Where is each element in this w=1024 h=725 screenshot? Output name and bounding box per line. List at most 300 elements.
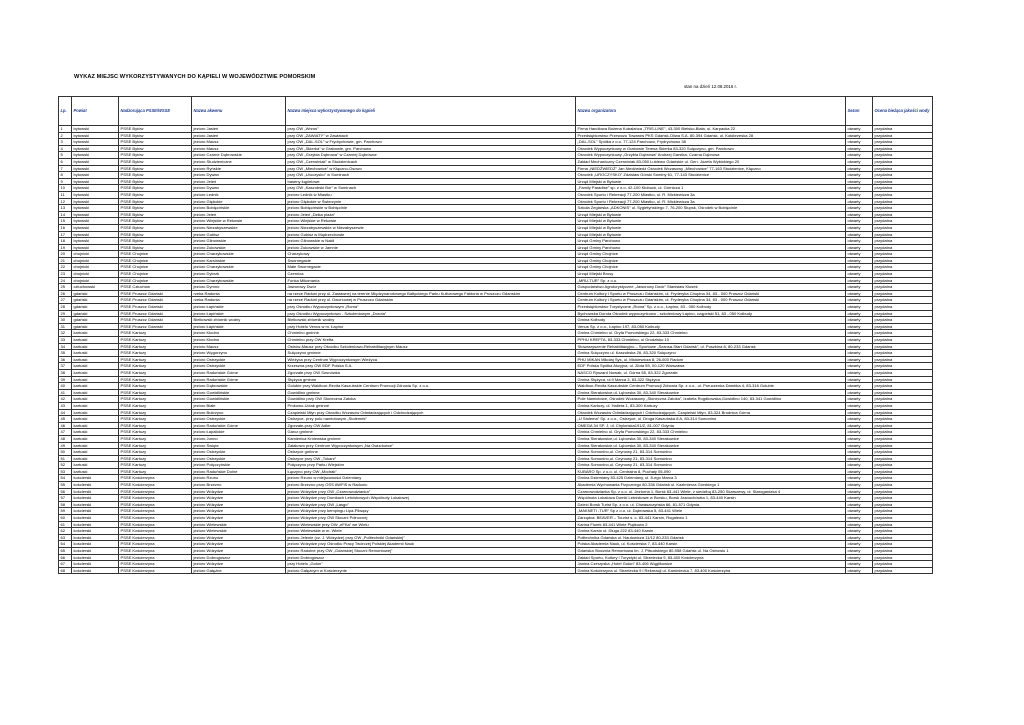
cell-ocena: przydatna xyxy=(873,363,933,370)
cell-psse: PSSE Kościerzyna xyxy=(119,528,192,535)
cell-sezon: otwarty xyxy=(846,350,873,357)
cell-powiat: bytowski xyxy=(72,126,119,133)
cell-lp: 57 xyxy=(59,495,72,502)
cell-lp: 54 xyxy=(59,475,72,482)
cell-miejsce: jezioro Wdzydze przy kempingu Lipa-Pilwąsy xyxy=(286,508,576,515)
cell-ocena: przydatna xyxy=(873,191,933,198)
cell-lp: 48 xyxy=(59,435,72,442)
cell-sezon: otwarty xyxy=(846,396,873,403)
cell-powiat: gdański xyxy=(72,310,119,317)
cell-sezon: otwarty xyxy=(846,534,873,541)
cell-ocena: przydatna xyxy=(873,567,933,574)
table-row xyxy=(59,224,933,231)
cell-lp: 24 xyxy=(59,277,72,284)
cell-akwen: jezioro Mausz xyxy=(192,145,286,152)
column-header-miejsce: Nazwa miejsca wykorzystywanego do kąpieli xyxy=(286,97,576,126)
cell-psse: PSSE Kartuzy xyxy=(119,350,192,357)
cell-psse: PSSE Pruszcz Gdański xyxy=(119,323,192,330)
cell-ocena: przydatna xyxy=(873,330,933,337)
cell-organizator: Gmina Somonino,ul. Ceynowy 21, 83-314 Somonino xyxy=(576,449,846,456)
cell-organizator: Pole Namiotowe, Ośrodek Wczasowy „Słoneczna Zatoka”, Izabela Rogdkowska,Gowidlino 140, 83-341 Gowidlino xyxy=(576,396,846,403)
table-row xyxy=(59,475,933,482)
cell-miejsce: Ostrów-Mausz przy Ośrodku Szkoleniowo-Rehabilitacyjnym Mausz xyxy=(286,343,576,350)
cell-miejsce: Łączyno przy OW „Modrak” xyxy=(286,468,576,475)
cell-lp: 5 xyxy=(59,152,72,159)
cell-powiat: kościerski xyxy=(72,521,119,528)
cell-sezon: otwarty xyxy=(846,567,873,574)
cell-lp: 51 xyxy=(59,455,72,462)
cell-psse: PSSE Bytów xyxy=(119,178,192,185)
cell-powiat: kartuski xyxy=(72,389,119,396)
table-row xyxy=(59,548,933,555)
cell-ocena: przydatna xyxy=(873,402,933,409)
cell-lp: 8 xyxy=(59,172,72,179)
cell-sezon: otwarty xyxy=(846,198,873,205)
cell-psse: PSSE Kartuzy xyxy=(119,330,192,337)
cell-organizator: Politechnika Gdańska ul. Nautowicza 11/12 80-233 Gdańsk xyxy=(576,534,846,541)
cell-powiat: kościerski xyxy=(72,495,119,502)
cell-ocena: przydatna xyxy=(873,416,933,423)
cell-lp: 32 xyxy=(59,330,72,337)
cell-organizator: Dzieci Borsk Turist Sp. z o.o. ul. Chwaszczyńska 66, 81-571 Gdynia xyxy=(576,501,846,508)
cell-akwen: jezioro Łapalickie xyxy=(192,429,286,436)
table-row xyxy=(59,172,933,179)
cell-miejsce: jezioro Wdzydze przy Domkach Letniskowych Wspólnoty Lokalowej xyxy=(286,495,576,502)
cell-miejsce: Ostrzyce przy OW „Tokarz” xyxy=(286,455,576,462)
cell-sezon: otwarty xyxy=(846,205,873,212)
cell-akwen: jezioro Łapińskie xyxy=(192,310,286,317)
cell-akwen: jezioro Jasień xyxy=(192,132,286,139)
cell-sezon: otwarty xyxy=(846,224,873,231)
cell-psse: PSSE Chojnice xyxy=(119,264,192,271)
cell-lp: 59 xyxy=(59,508,72,515)
cell-miejsce: Ostrzyce- przy polu namiotowym „Stolemek” xyxy=(286,416,576,423)
cell-powiat: gdański xyxy=(72,304,119,311)
cell-powiat: bytowski xyxy=(72,238,119,245)
cell-ocena: przydatna xyxy=(873,172,933,179)
cell-organizator: Stowarzyszenie Rehabilitacyjno – Sportowe „Szansa-Start Gdańsk”, ul. Puszkina 8, 80-233 Gdańsk xyxy=(576,343,846,350)
cell-akwen: jezioro Dybrzk xyxy=(192,271,286,278)
cell-powiat: bytowski xyxy=(72,244,119,251)
cell-ocena: przydatna xyxy=(873,304,933,311)
cell-miejsce: jezioro Gałężnym w Kościerzynie xyxy=(286,567,576,574)
cell-powiat: bytowski xyxy=(72,198,119,205)
cell-ocena: przydatna xyxy=(873,271,933,278)
column-header-lp: Lp. xyxy=(59,97,72,126)
cell-powiat: gdański xyxy=(72,297,119,304)
cell-ocena: przydatna xyxy=(873,317,933,324)
table-row xyxy=(59,363,933,370)
cell-sezon: otwarty xyxy=(846,515,873,522)
cell-lp: 55 xyxy=(59,482,72,489)
cell-organizator: Gmina Somonino,ul. Ceynowy 21, 83-314 Somonino xyxy=(576,462,846,469)
cell-ocena: przydatna xyxy=(873,376,933,383)
cell-psse: PSSE Bytów xyxy=(119,231,192,238)
cell-powiat: kartuski xyxy=(72,429,119,436)
cell-organizator: Ośrodek Sportu i Rekreacji 77-200 Miastko, ul. R. Mickiewicza 3a xyxy=(576,191,846,198)
table-row xyxy=(59,534,933,541)
cell-ocena: przydatna xyxy=(873,343,933,350)
cell-miejsce: jezioro Lednik w Miastku xyxy=(286,191,576,198)
cell-powiat: bytowski xyxy=(72,218,119,225)
table-row xyxy=(59,132,933,139)
cell-powiat: bytowski xyxy=(72,191,119,198)
table-row xyxy=(59,468,933,475)
cell-miejsce: jezioro Radolne przy OW „Gdańskiej Stoczni Remontowej” xyxy=(286,548,576,555)
cell-organizator: Gmina Kościerzyna ul. Strzelecka 9 i Rekreacji ul. Kaminiecka 7, 83-400 Kościerzyna xyxy=(576,567,846,574)
cell-miejsce: Garcz gminne xyxy=(286,429,576,436)
table-row xyxy=(59,310,933,317)
cell-sezon: otwarty xyxy=(846,297,873,304)
cell-psse: PSSE Bytów xyxy=(119,126,192,133)
cell-sezon: otwarty xyxy=(846,409,873,416)
cell-organizator: Ośrodek Wczasów Odmładzających i Odchudzających, Czapielski Młyn, 83-324 Brodnica Górna xyxy=(576,409,846,416)
cell-ocena: przydatna xyxy=(873,383,933,390)
cell-lp: 47 xyxy=(59,429,72,436)
table-row xyxy=(59,244,933,251)
cell-organizator: Janina Czerzpska „Hotel Gołun” 83-406 Wąglikowice xyxy=(576,561,846,568)
cell-lp: 42 xyxy=(59,396,72,403)
cell-miejsce: Krzeszna przy OW EDF Polska S.A. xyxy=(286,363,576,370)
cell-ocena: przydatna xyxy=(873,521,933,528)
cell-akwen: jezioro Junno xyxy=(192,435,286,442)
cell-sezon: otwarty xyxy=(846,132,873,139)
cell-miejsce: Małe Swornegacie xyxy=(286,264,576,271)
cell-akwen: jezioro Raduńskie Górne xyxy=(192,376,286,383)
cell-organizator: EDF Polska Spółka Akcyjna, ul. Złota 59, 00-120 Warszawa xyxy=(576,363,846,370)
table-row xyxy=(59,337,933,344)
cell-organizator: „Family Paradise” sp. z o.o. 42-100 Kłobuck, ul. Górnicza 1 xyxy=(576,185,846,192)
cell-ocena: przydatna xyxy=(873,126,933,133)
cell-powiat: chojnicki xyxy=(72,257,119,264)
cell-akwen: jezioro Wdzydze xyxy=(192,534,286,541)
table-row xyxy=(59,495,933,502)
cell-miejsce: przy OW „Uroczysko” w Sominach xyxy=(286,172,576,179)
cell-lp: 38 xyxy=(59,369,72,376)
cell-powiat: kartuski xyxy=(72,455,119,462)
cell-sezon: otwarty xyxy=(846,488,873,495)
cell-lp: 28 xyxy=(59,304,72,311)
cell-sezon: otwarty xyxy=(846,528,873,535)
cell-organizator: Urząd Miejski Brusy xyxy=(576,271,846,278)
cell-akwen: jezioro Glinowskie xyxy=(192,238,286,245)
cell-powiat: kościerski xyxy=(72,488,119,495)
cell-powiat: bytowski xyxy=(72,211,119,218)
cell-ocena: przydatna xyxy=(873,284,933,291)
table-row xyxy=(59,389,933,396)
cell-lp: 60 xyxy=(59,515,72,522)
cell-organizator: PHU MIKAN Mikołaj Sys, ul. Mickiewicza 8, 26-600 Radom xyxy=(576,356,846,363)
cell-powiat: bytowski xyxy=(72,158,119,165)
cell-ocena: przydatna xyxy=(873,323,933,330)
cell-organizator: Przedsiębiorstwo Turystyczne „Roma” Sp. z o.o., Łapino, 83 - 050 Kolbudy xyxy=(576,304,846,311)
cell-ocena: przydatna xyxy=(873,449,933,456)
cell-psse: PSSE Bytów xyxy=(119,132,192,139)
cell-sezon: otwarty xyxy=(846,402,873,409)
cell-lp: 34 xyxy=(59,343,72,350)
cell-powiat: bytowski xyxy=(72,224,119,231)
table-row xyxy=(59,271,933,278)
cell-lp: 36 xyxy=(59,356,72,363)
cell-ocena: przydatna xyxy=(873,455,933,462)
cell-lp: 46 xyxy=(59,422,72,429)
cell-akwen: jezioro Gowidlińskie xyxy=(192,389,286,396)
cell-psse: PSSE Pruszcz Gdański xyxy=(119,310,192,317)
cell-akwen: jezioro Głębokie xyxy=(192,198,286,205)
cell-sezon: otwarty xyxy=(846,554,873,561)
table-row xyxy=(59,422,933,429)
table-row xyxy=(59,462,933,469)
cell-powiat: chojnicki xyxy=(72,271,119,278)
cell-psse: PSSE Kartuzy xyxy=(119,337,192,344)
cell-ocena: przydatna xyxy=(873,257,933,264)
cell-miejsce: na rzece Raduni przy ul. Dworcowej w Pruszczu Gdańskim xyxy=(286,297,576,304)
cell-organizator: Venus Sp. z o.o., Łapino 197, 83-050 Kolbudy xyxy=(576,323,846,330)
cell-miejsce: przy Ośrodku Wypoczynkowym „Roma” xyxy=(286,304,576,311)
cell-lp: 10 xyxy=(59,185,72,192)
table-row xyxy=(59,297,933,304)
table-row xyxy=(59,515,933,522)
cell-lp: 43 xyxy=(59,402,72,409)
cell-lp: 26 xyxy=(59,290,72,297)
cell-sezon: otwarty xyxy=(846,323,873,330)
cell-miejsce: jezioro Glinowskie w Nakli xyxy=(286,238,576,245)
cell-lp: 30 xyxy=(59,317,72,324)
table-row xyxy=(59,277,933,284)
cell-ocena: przydatna xyxy=(873,356,933,363)
cell-sezon: otwarty xyxy=(846,442,873,449)
cell-psse: PSSE Kościerzyna xyxy=(119,548,192,555)
table-row xyxy=(59,165,933,172)
cell-sezon: otwarty xyxy=(846,422,873,429)
cell-psse: PSSE Kartuzy xyxy=(119,402,192,409)
cell-miejsce: Kamienica Królewska gminne xyxy=(286,435,576,442)
cell-powiat: człuchowski xyxy=(72,284,119,291)
cell-organizator: KUBARO Sp. z o.o. ul. Centralna 8, Puchały 05-090 xyxy=(576,468,846,475)
cell-miejsce: Chmielno gminne xyxy=(286,330,576,337)
cell-psse: PSSE Kościerzyna xyxy=(119,508,192,515)
cell-akwen: jezioro Charzykowskie xyxy=(192,277,286,284)
cell-psse: PSSE Chojnice xyxy=(119,257,192,264)
cell-psse: PSSE Kartuzy xyxy=(119,416,192,423)
column-header-organizator: Nazwa organizatora xyxy=(576,97,846,126)
cell-sezon: otwarty xyxy=(846,363,873,370)
cell-lp: 40 xyxy=(59,383,72,390)
cell-organizator: Szkoła Żeglarska „ADKONIS” ul. Sygietyńskiego 7, 76-200 Słupsk, Ośrodek w Bobięcinie xyxy=(576,205,846,212)
cell-lp: 22 xyxy=(59,264,72,271)
cell-sezon: otwarty xyxy=(846,165,873,172)
cell-lp: 58 xyxy=(59,501,72,508)
cell-powiat: kartuski xyxy=(72,416,119,423)
table-row xyxy=(59,488,933,495)
cell-akwen: jezioro Ostrzyckie xyxy=(192,449,286,456)
cell-organizator: Gmina Sierakowice,ul. Lęborska 30, 83-340 Sierakowice xyxy=(576,389,846,396)
cell-lp: 63 xyxy=(59,534,72,541)
cell-organizator: Karina Florek 83-441 Wiele Piątkowo 2 xyxy=(576,521,846,528)
cell-sezon: otwarty xyxy=(846,383,873,390)
cell-sezon: otwarty xyxy=(846,277,873,284)
cell-ocena: przydatna xyxy=(873,251,933,258)
table-row xyxy=(59,567,933,574)
cell-psse: PSSE Kartuzy xyxy=(119,409,192,416)
cell-sezon: otwarty xyxy=(846,317,873,324)
cell-psse: PSSE Kartuzy xyxy=(119,396,192,403)
cell-miejsce: jezioro Brzezno przy OSS AWFiS w Raduniu xyxy=(286,482,576,489)
cell-powiat: kościerski xyxy=(72,501,119,508)
cell-organizator: Urząd Gminy Chojnice xyxy=(576,257,846,264)
cell-organizator: Ośrodek Wypoczynkowy w Grabowie Teresa Skierka 83-320 Sulęczyno, gm. Parchowo xyxy=(576,145,846,152)
table-row xyxy=(59,501,933,508)
cell-ocena: przydatna xyxy=(873,389,933,396)
cell-organizator: Waldtour-Revita Kaszubskie Centrum Promocji Zdrowia Sp. z o.o., ul. Poruczenka Dambka 4, 83-316 Golubie xyxy=(576,383,846,390)
cell-lp: 23 xyxy=(59,271,72,278)
cell-lp: 44 xyxy=(59,409,72,416)
table-row xyxy=(59,409,933,416)
cell-akwen: jezioro Dywan xyxy=(192,185,286,192)
cell-powiat: bytowski xyxy=(72,152,119,159)
cell-ocena: przydatna xyxy=(873,297,933,304)
cell-organizator: Wspólnota Lokalowa Domki Letniskowe w Borsku, Borsk Jasnochówka 1, 83-440 Karsin xyxy=(576,495,846,502)
cell-sezon: otwarty xyxy=(846,264,873,271)
bathing-sites-table xyxy=(58,96,933,574)
cell-ocena: przydatna xyxy=(873,554,933,561)
cell-miejsce: Zgorzałe-przy OW Adler xyxy=(286,422,576,429)
cell-ocena: przydatna xyxy=(873,396,933,403)
cell-powiat: kościerski xyxy=(72,534,119,541)
table-row xyxy=(59,455,933,462)
cell-powiat: kościerski xyxy=(72,561,119,568)
cell-psse: PSSE Kościerzyna xyxy=(119,475,192,482)
cell-ocena: przydatna xyxy=(873,185,933,192)
cell-psse: PSSE Bytów xyxy=(119,211,192,218)
cell-powiat: gdański xyxy=(72,323,119,330)
cell-ocena: przydatna xyxy=(873,337,933,344)
table-row xyxy=(59,191,933,198)
cell-ocena: przydatna xyxy=(873,290,933,297)
cell-organizator: Centrum Kultury i Sportu w Pruszczu Gdańskim, ul. Fryderyka Chopina 34, 83 - 000 Pruszcz Gdański xyxy=(576,297,846,304)
cell-organizator: Zakład Mechaniczny Czerwiniak 83-050 Lublewo Gdańskie ul. Gen. Józefa Wybickiego 20 xyxy=(576,158,846,165)
cell-akwen: jezioro Gałężne xyxy=(192,567,286,574)
cell-organizator: Ośrodek Sportu i Rekreacji 77-200 Miastko, ul. R. Mickiewicza 3a xyxy=(576,198,846,205)
cell-akwen: jezioro Wdzydze xyxy=(192,488,286,495)
cell-miejsce: Golubie przy Waldtour-Revita Kaszubskie Centrum Promocji Zdrowia Sp. z o.o. xyxy=(286,383,576,390)
table-row xyxy=(59,178,933,185)
cell-organizator: Zarządca: BEAVER – Tourist s. c. 83-441 Karsin, Rogalewo 1 xyxy=(576,515,846,522)
cell-sezon: otwarty xyxy=(846,244,873,251)
cell-powiat: kościerski xyxy=(72,541,119,548)
cell-miejsce: jezioro Jelenie (cz. J. Wdzydze) przy OW „Politechniki Gdańskiej” xyxy=(286,534,576,541)
cell-sezon: otwarty xyxy=(846,337,873,344)
cell-lp: 31 xyxy=(59,323,72,330)
cell-sezon: otwarty xyxy=(846,218,873,225)
table-body xyxy=(59,126,933,574)
cell-akwen: jezioro Gowidlińskie xyxy=(192,396,286,403)
cell-powiat: bytowski xyxy=(72,185,119,192)
cell-miejsce: przy OW „Skierka” w Grabowie, gm. Parchowo xyxy=(286,145,576,152)
cell-ocena: przydatna xyxy=(873,145,933,152)
cell-miejsce: Swornegacie xyxy=(286,257,576,264)
cell-akwen: jezioro Mausz xyxy=(192,139,286,146)
cell-lp: 68 xyxy=(59,567,72,574)
cell-psse: PSSE Kościerzyna xyxy=(119,567,192,574)
cell-miejsce: Gowidlino przy OW Słoneczna Zatoka xyxy=(286,396,576,403)
column-header-akwen: Nazwa akwenu xyxy=(192,97,286,126)
cell-powiat: gdański xyxy=(72,290,119,297)
cell-lp: 35 xyxy=(59,350,72,357)
cell-akwen: jezioro Jeleń xyxy=(192,211,286,218)
cell-powiat: bytowski xyxy=(72,165,119,172)
cell-miejsce: Chmielno przy OW Krefta xyxy=(286,337,576,344)
cell-miejsce: baseny kąpielowe xyxy=(286,178,576,185)
cell-ocena: przydatna xyxy=(873,442,933,449)
table-row xyxy=(59,185,933,192)
table-row xyxy=(59,317,933,324)
cell-sezon: otwarty xyxy=(846,343,873,350)
cell-akwen: jezioro Lednik xyxy=(192,191,286,198)
cell-sezon: otwarty xyxy=(846,211,873,218)
cell-organizator: Gdańska Stocznia Remontowa im. J. Piłsudskiego 80-958 Gdańsk ul. Na Ostrowiu 1 xyxy=(576,548,846,555)
cell-psse: PSSE Kartuzy xyxy=(119,462,192,469)
cell-akwen: jezioro Ostrzyckie xyxy=(192,356,286,363)
cell-psse: PSSE Kartuzy xyxy=(119,435,192,442)
table-row xyxy=(59,396,933,403)
cell-miejsce: Czapielski Młyn przy Ośrodku Wczasów Odmładzających i Odchudzających xyxy=(286,409,576,416)
cell-akwen: jezioro Jasień xyxy=(192,126,286,133)
cell-organizator: Ośrodek „UROCZYSKO” Zdzisław Górski Sominy 61, 77-143 Studzienice xyxy=(576,172,846,179)
cell-organizator: Urząd Gminy Chojnice xyxy=(576,251,846,258)
table-row xyxy=(59,528,933,535)
cell-lp: 41 xyxy=(59,389,72,396)
table-row xyxy=(59,251,933,258)
cell-organizator: Czarnowodzianka Sp. z o.o. ul. Jeziorna 1, Borsk 83-441 Wiele, z siedzibą 83-250 Skarszewy, ul. Starogardzka 4 xyxy=(576,488,846,495)
cell-sezon: otwarty xyxy=(846,284,873,291)
document-title: WYKAZ MIEJSC WYKORZYSTYWANYCH DO KĄPIELI W WOJEWÓDZTWIE POMORSKIM xyxy=(74,74,316,80)
cell-ocena: przydatna xyxy=(873,350,933,357)
cell-miejsce: jezioro Rzuno w miejscowości Dziemiany xyxy=(286,475,576,482)
cell-powiat: kartuski xyxy=(72,337,119,344)
cell-ocena: przydatna xyxy=(873,429,933,436)
table-row xyxy=(59,205,933,212)
cell-ocena: przydatna xyxy=(873,224,933,231)
cell-organizator: Ośrodek Wypoczynkowy „Grzybia Dąbrowa” Andrzej Garstka, Czarna Dąbrowa xyxy=(576,152,846,159)
cell-organizator: Gmina Chmielno ul. Gryfa Pomorskiego 22, 83-333 Chmielno xyxy=(576,330,846,337)
cell-miejsce: przy Ośrodku Wypoczynkowo - Szkoleniowym „Dorota” xyxy=(286,310,576,317)
cell-lp: 62 xyxy=(59,528,72,535)
cell-miejsce: jezioro Wdzydze przy OW „Lasgo” xyxy=(286,501,576,508)
cell-powiat: kościerski xyxy=(72,475,119,482)
table-row xyxy=(59,383,933,390)
cell-miejsce: przy OW „Kaszubski Bór” w Sominach xyxy=(286,185,576,192)
cell-sezon: otwarty xyxy=(846,495,873,502)
cell-powiat: bytowski xyxy=(72,132,119,139)
cell-akwen: jezioro Połęczyńskie xyxy=(192,462,286,469)
cell-ocena: przydatna xyxy=(873,462,933,469)
cell-ocena: przydatna xyxy=(873,495,933,502)
cell-organizator: „DAL-SOL” Spółka z o.o. 77-124 Parchowo, Frydrychowo 38 xyxy=(576,139,846,146)
cell-psse: PSSE Pruszcz Gdański xyxy=(119,317,192,324)
table-row xyxy=(59,126,933,133)
cell-miejsce: przy Hotelu Venus w m. Łapino xyxy=(286,323,576,330)
cell-psse: PSSE Bytów xyxy=(119,158,192,165)
cell-miejsce: przy OW „Grzybia Dąbrowa” w Czarnej Dąbrówce xyxy=(286,152,576,159)
cell-sezon: otwarty xyxy=(846,231,873,238)
cell-akwen: jezioro Ostrzyckie xyxy=(192,363,286,370)
cell-ocena: przydatna xyxy=(873,211,933,218)
cell-akwen: jezioro Łapińskie xyxy=(192,304,286,311)
cell-organizator: Centrum Kultury i Sportu w Pruszczu Gdańskim, ul. Fryderyka Chopina 34, 83 - 000 Pruszcz Gdański xyxy=(576,290,846,297)
column-header-powiat: Powiat xyxy=(72,97,119,126)
cell-powiat: bytowski xyxy=(72,178,119,185)
